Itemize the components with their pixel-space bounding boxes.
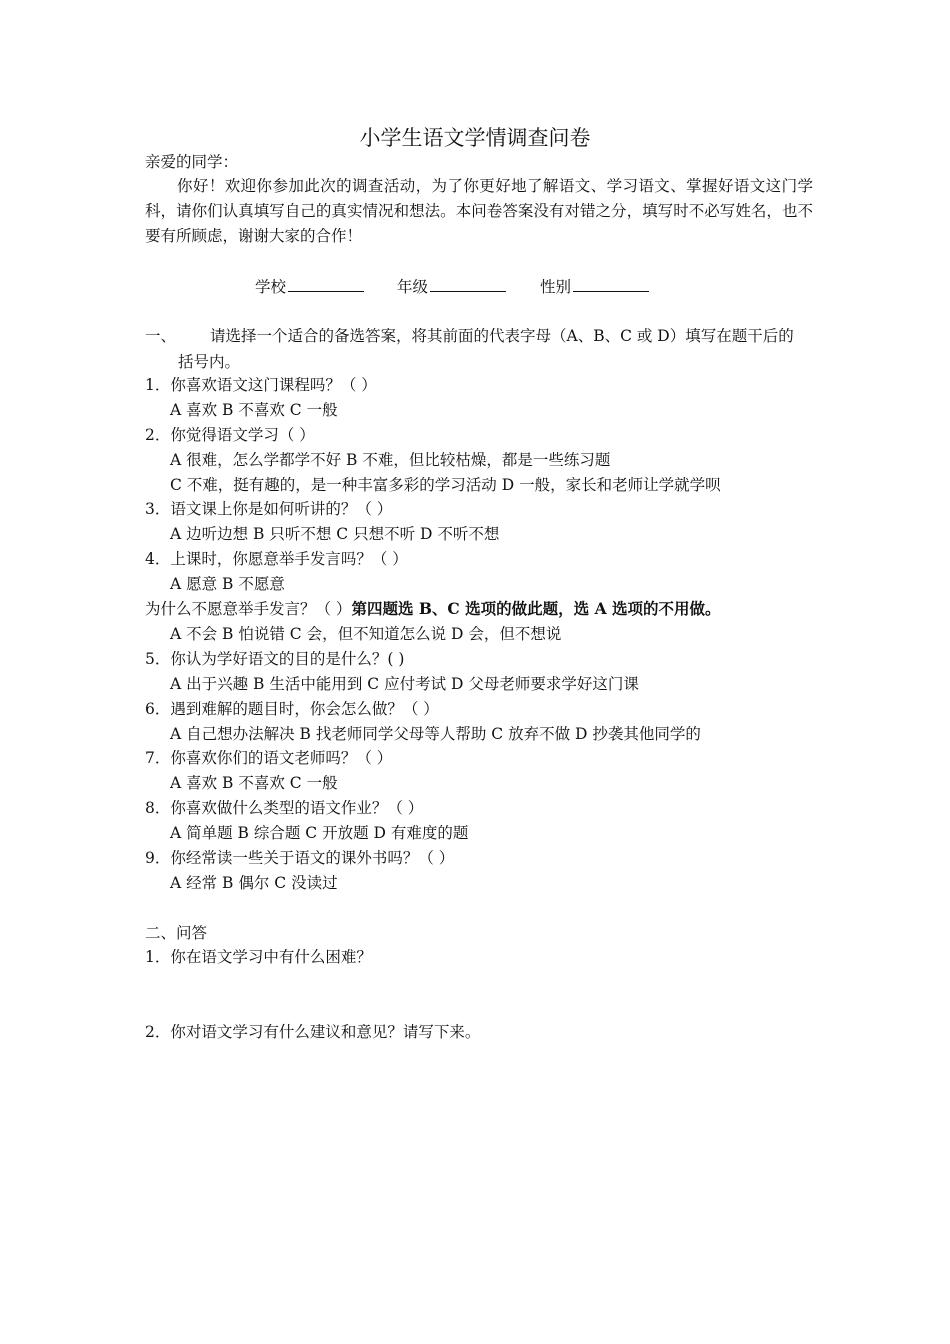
question-1: 1．你喜欢语文这门课程吗？（ ） xyxy=(145,376,377,394)
question-7: 7．你喜欢你们的语文老师吗？（ ） xyxy=(145,749,393,767)
section1-instruction-cont: 括号内。 xyxy=(178,353,241,371)
question-9-options[interactable]: A 经常 B 偶尔 C 没读过 xyxy=(170,874,338,892)
question-5-options[interactable]: A 出于兴趣 B 生活中能用到 C 应付考试 D 父母老师要求学好这门课 xyxy=(170,675,639,693)
question-7-options[interactable]: A 喜欢 B 不喜欢 C 一般 xyxy=(170,774,338,792)
question-4: 4．上课时，你愿意举手发言吗？（ ） xyxy=(145,550,408,568)
followup-question-row xyxy=(145,597,721,621)
question-1-options[interactable]: A 喜欢 B 不喜欢 C 一般 xyxy=(170,401,338,419)
followup-note: 第四题选 B、C 选项的做此题，选 A 选项的不用做。 xyxy=(351,599,721,618)
question-3: 3．语文课上你是如何听讲的？（ ） xyxy=(145,500,393,518)
followup-options[interactable]: A 不会 B 怕说错 C 会，但不知道怎么说 D 会，但不想说 xyxy=(170,625,562,643)
question-5: 5．你认为学好语文的目的是什么？( ) xyxy=(145,650,405,668)
gender-field[interactable] xyxy=(540,274,649,299)
school-blank[interactable] xyxy=(288,274,364,292)
question-4-options[interactable]: A 愿意 B 不愿意 xyxy=(170,575,285,593)
section1-instruction: 请选择一个适合的备选答案，将其前面的代表字母（A、B、C 或 D）填写在题干后的 xyxy=(210,327,794,345)
grade-blank[interactable] xyxy=(430,274,506,292)
question-8: 8．你喜欢做什么类型的语文作业？（ ） xyxy=(145,799,424,817)
question-6: 6．遇到难解的题目时，你会怎么做？（ ） xyxy=(145,700,439,718)
intro-paragraph: 你好！欢迎你参加此次的调查活动，为了你更好地了解语文、学习语文、掌握好语文这门学科，请你们认真填写自己的真实情况和想法。本问卷答案没有对错之分，填写时不必写姓名，也不要有所顾虑，谢谢大家的合作！ xyxy=(145,177,813,245)
grade-label: 年级 xyxy=(397,278,429,296)
gender-blank[interactable] xyxy=(573,274,649,292)
school-label: 学校 xyxy=(255,278,287,296)
question-2-options-line2[interactable]: C 不难，挺有趣的，是一种丰富多彩的学习活动 D 一般，家长和老师让学就学呗 xyxy=(170,476,721,494)
section2-heading: 二、问答 xyxy=(145,924,208,942)
question-8-options[interactable]: A 简单题 B 综合题 C 开放题 D 有难度的题 xyxy=(170,824,469,842)
grade-field[interactable] xyxy=(397,274,506,299)
greeting: 亲爱的同学： xyxy=(145,153,239,171)
open-question-2: 2．你对语文学习有什么建议和意见？请写下来。 xyxy=(145,1023,481,1041)
followup-question: 为什么不愿意举手发言？（ ） xyxy=(145,600,352,618)
gender-label: 性别 xyxy=(540,278,572,296)
question-2-options-line1[interactable]: A 很难，怎么学都学不好 B 不难，但比较枯燥，都是一些练习题 xyxy=(170,451,611,469)
section1-marker: 一、 xyxy=(145,327,177,345)
school-field[interactable] xyxy=(255,274,364,299)
page-title: 小学生语文学情调查问卷 xyxy=(359,126,591,150)
open-question-1: 1．你在语文学习中有什么困难？ xyxy=(145,948,372,966)
question-2: 2．你觉得语文学习（ ） xyxy=(145,426,315,444)
question-9: 9．你经常读一些关于语文的课外书吗？（ ） xyxy=(145,849,455,867)
question-3-options[interactable]: A 边听边想 B 只听不想 C 只想不听 D 不听不想 xyxy=(170,525,500,543)
question-6-options[interactable]: A 自己想办法解决 B 找老师同学父母等人帮助 C 放弃不做 D 抄袭其他同学的 xyxy=(170,725,701,743)
